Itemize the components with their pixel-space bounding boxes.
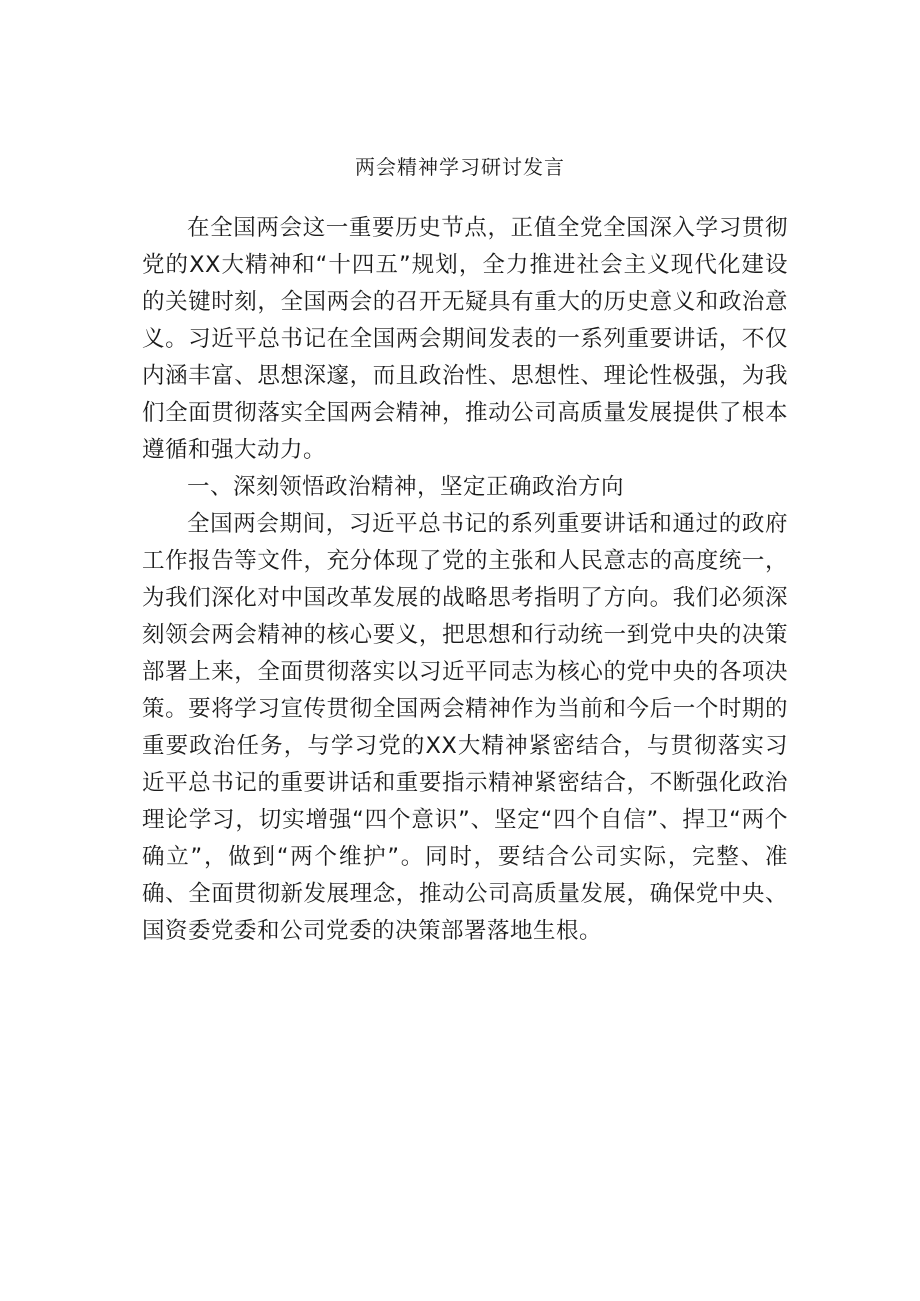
document-body [142, 210, 788, 950]
section-heading-1: 一、深刻领悟政治精神，坚定正确政治方向 [187, 474, 625, 500]
document-title: 两会精神学习研讨发言 [355, 155, 565, 179]
intro-paragraph: 在全国两会这一重要历史节点，正值全党全国深入学习贯彻党的XX大精神和“十四五”规划，全力推进社会主义现代化建设的关键时刻，全国两会的召开无疑具有重大的历史意义和政治意义。习近平总书记在全国两会期间发表的一系列重要讲话，不仅内涵丰富、思想深邃，而且政治性、思想性、理论性极强，为我们全面贯彻落实全国两会精神，推动公司高质量发展提供了根本遵循和强大动力。 [142, 215, 788, 463]
section-1-paragraph: 全国两会期间，习近平总书记的系列重要讲话和通过的政府工作报告等文件，充分体现了党的主张和人民意志的高度统一，为我们深化对中国改革发展的战略思考指明了方向。我们必须深刻领会两会精神的核心要义，把思想和行动统一到党中央的决策部署上来，全面贯彻落实以习近平同志为核心的党中央的各项决策。要将学习宣传贯彻全国两会精神作为当前和今后一个时期的重要政治任务，与学习党的XX大精神紧密结合，与贯彻落实习近平总书记的重要讲话和重要指示精神紧密结合，不断强化政治理论学习，切实增强“四个意识”、坚定“四个自信”、捍卫“两个确立”，做到“两个维护”。同时，要结合公司实际，完整、准确、全面贯彻新发展理念，推动公司高质量发展，确保党中央、国资委党委和公司党委的决策部署落地生根。 [142, 511, 788, 944]
